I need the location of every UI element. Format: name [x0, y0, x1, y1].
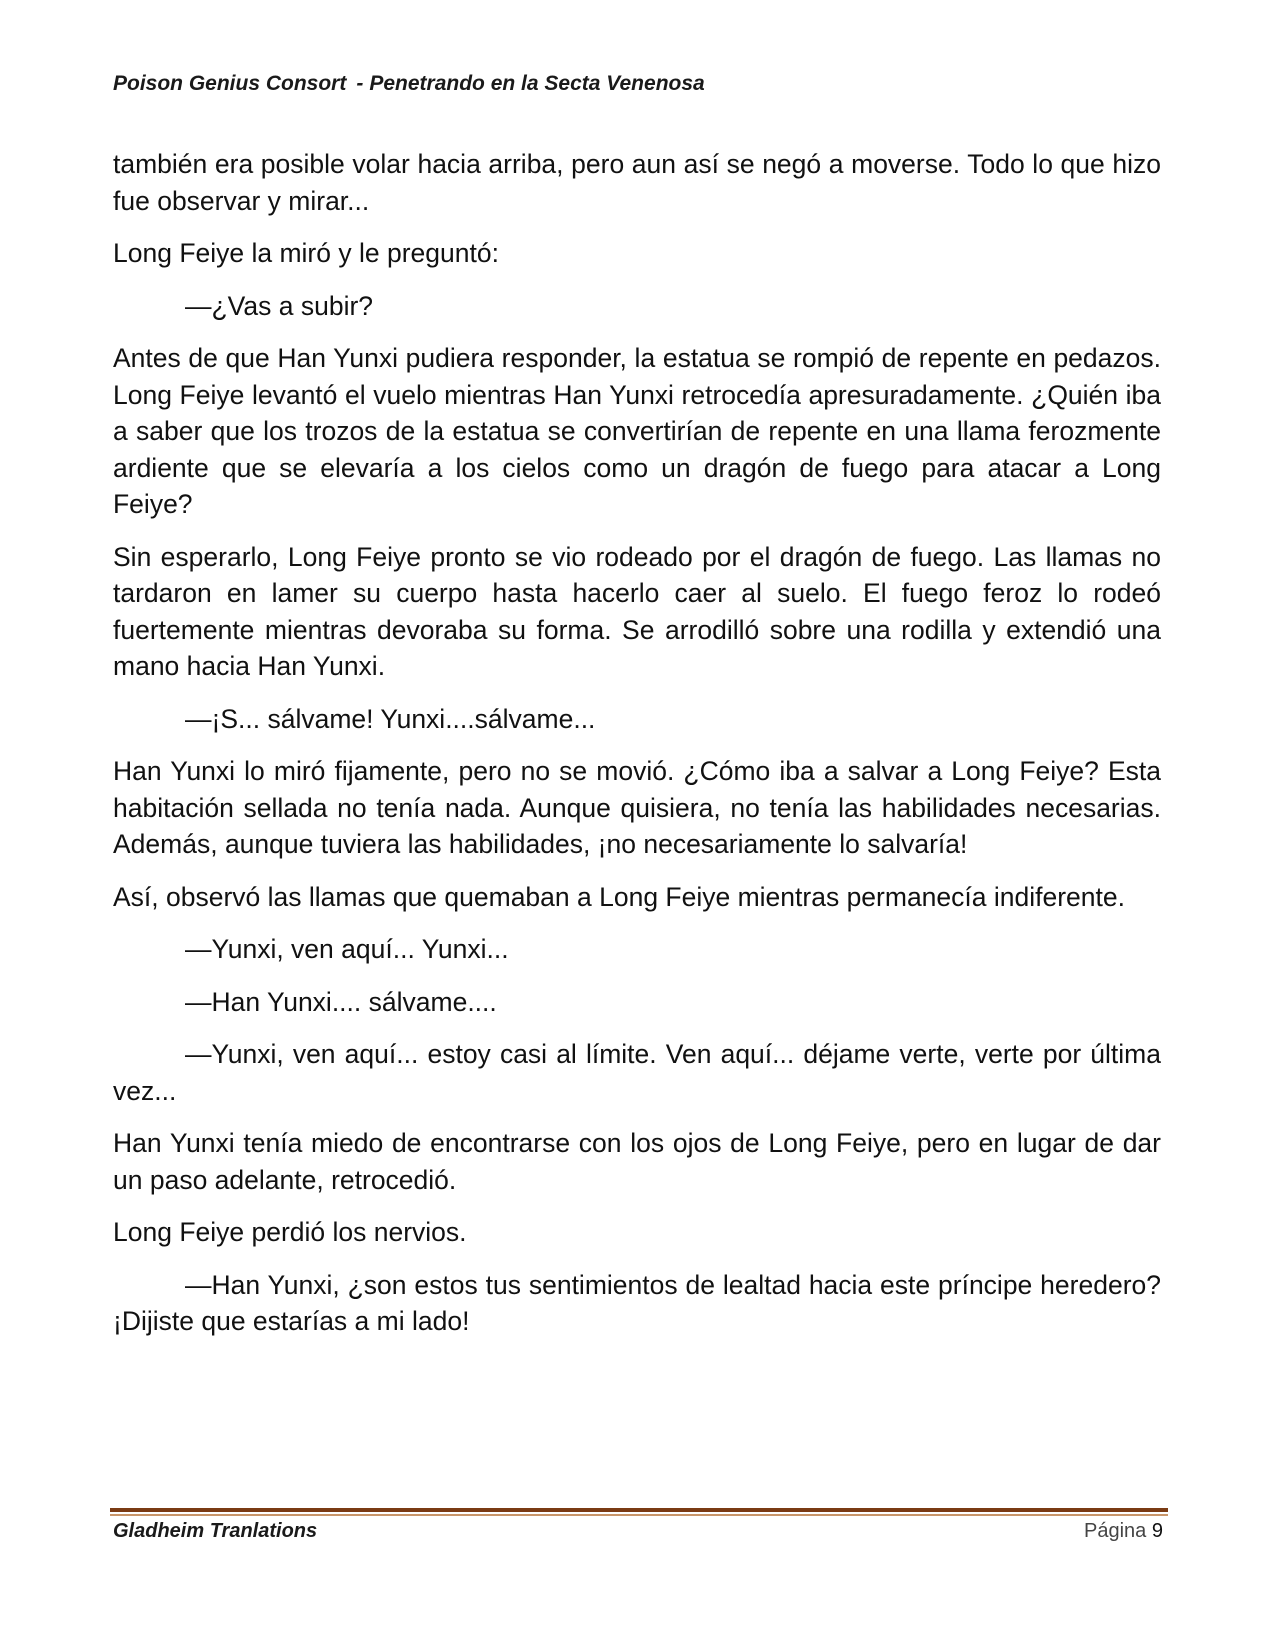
paragraph-7: Han Yunxi tenía miedo de encontrarse con los ojos de Long Feiye, pero en lugar de dar un paso adelante, retrocedió. [113, 1128, 1161, 1195]
paragraph-4: Sin esperarlo, Long Feiye pronto se vio rodeado por el dragón de fuego. Las llamas no tardaron en lamer su cuerpo hasta hacerlo caer al suelo. El fuego feroz lo rodeó fuertemente mientras devoraba su forma. Se arrodilló sobre una rodilla y extendió una mano hacia Han Yunxi. [113, 541, 1161, 681]
paragraph-8: Long Feiye perdió los nervios. [113, 1217, 467, 1247]
dialog-line-6: —Han Yunxi, ¿son estos tus sentimientos de lealtad hacia este príncipe heredero? ¡Dijiste que estarías a mi lado! [113, 1269, 1161, 1336]
paragraph-5: Han Yunxi lo miró fijamente, pero no se movió. ¿Cómo iba a salvar a Long Feiye? Esta habitación sellada no tenía nada. Aunque quisiera, no tenía las habilidades necesarias. Además, aunque tuviera las habilidades, ¡no necesariamente lo salvaría! [113, 756, 1161, 859]
chapter-title: Penetrando en la Secta Venenosa [369, 72, 705, 95]
dialog-line-1: —¿Vas a subir? [185, 290, 374, 321]
paragraph-2: Long Feiye la miró y le preguntó: [113, 238, 499, 268]
paragraph-6: Así, observó las llamas que quemaban a Long Feiye mientras permanecía indiferente. [113, 881, 1125, 912]
page-label: Página [1084, 1520, 1147, 1542]
dialog-line-5: —Yunxi, ven aquí... estoy casi al límite. Ven aquí... déjame verte, verte por última vez... [113, 1039, 1161, 1106]
dialog-line-2: —¡S... sálvame! Yunxi....sálvame... [185, 703, 596, 734]
dialog-line-4: —Han Yunxi.... sálvame.... [185, 986, 497, 1017]
page-number: 9 [1151, 1520, 1163, 1542]
chapter-body [113, 146, 1161, 1356]
translator-credit: Gladheim Tranlations [113, 1520, 318, 1542]
footer-divider-thick [110, 1508, 1168, 1512]
paragraph-3: Antes de que Han Yunxi pudiera responder, la estatua se rompió de repente en pedazos. Long Feiye levantó el vuelo mientras Han Yunxi retrocedía apresuradamente. ¿Quién iba a saber que los trozos de la estatua se convertirían de repente en una llama ferozmente ardiente que se elevaría a los cielos como un dragón de fuego para atacar a Long Feiye? [113, 343, 1161, 519]
dialog-line-3: —Yunxi, ven aquí... Yunxi... [185, 934, 509, 964]
header-separator: - [356, 72, 364, 95]
footer-divider-thin [110, 1514, 1168, 1516]
series-title: Poison Genius Consort [113, 72, 347, 95]
page-header [113, 72, 705, 96]
page-number-block [1084, 1520, 1163, 1543]
paragraph-1: también era posible volar hacia arriba, pero aun así se negó a moverse. Todo lo que hizo fue observar y mirar... [113, 149, 1161, 216]
